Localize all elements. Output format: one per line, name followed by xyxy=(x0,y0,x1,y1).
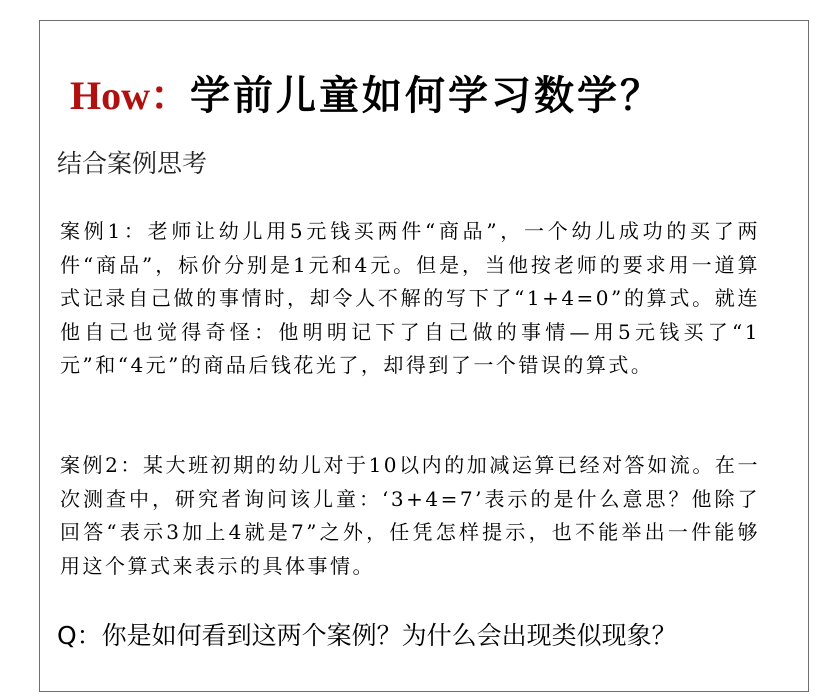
case-2-label: 案例2： xyxy=(60,453,143,477)
case-1-paragraph xyxy=(60,215,760,383)
title-chinese: 学前儿童如何学习数学？ xyxy=(190,72,663,119)
slide-title xyxy=(70,68,663,124)
title-english: How： xyxy=(70,73,190,118)
case-2-text: 某大班初期的幼儿对于10以内的加减运算已经对答如流。在一次测查中，研究者询问该儿童：‘3+4=7’表示的是什么意思？他除了回答“表示3加上4就是7”之外，任凭怎样提示，也不能举出一件能够用这个算式来表示的具体事情。 xyxy=(60,453,760,578)
question-text: Q：你是如何看到这两个案例？为什么会出现类似现象？ xyxy=(57,621,677,650)
case-2-paragraph xyxy=(60,449,760,583)
case-1-text: 老师让幼儿用5元钱买两件“商品”，一个幼儿成功的买了两件“商品”，标价分别是1元和4元。但是，当他按老师的要求用一道算式记录自己做的事情时，却令人不解的写下了“1+4=0”的算式。就连他自己也觉得奇怪：他明明记下了自己做的事情—用5元钱买了“1元”和“4元”的商品后钱花光了，却得到了一个错误的算式。 xyxy=(60,219,760,377)
case-1-label: 案例1： xyxy=(60,219,148,243)
slide-subtitle: 结合案例思考 xyxy=(57,149,208,178)
